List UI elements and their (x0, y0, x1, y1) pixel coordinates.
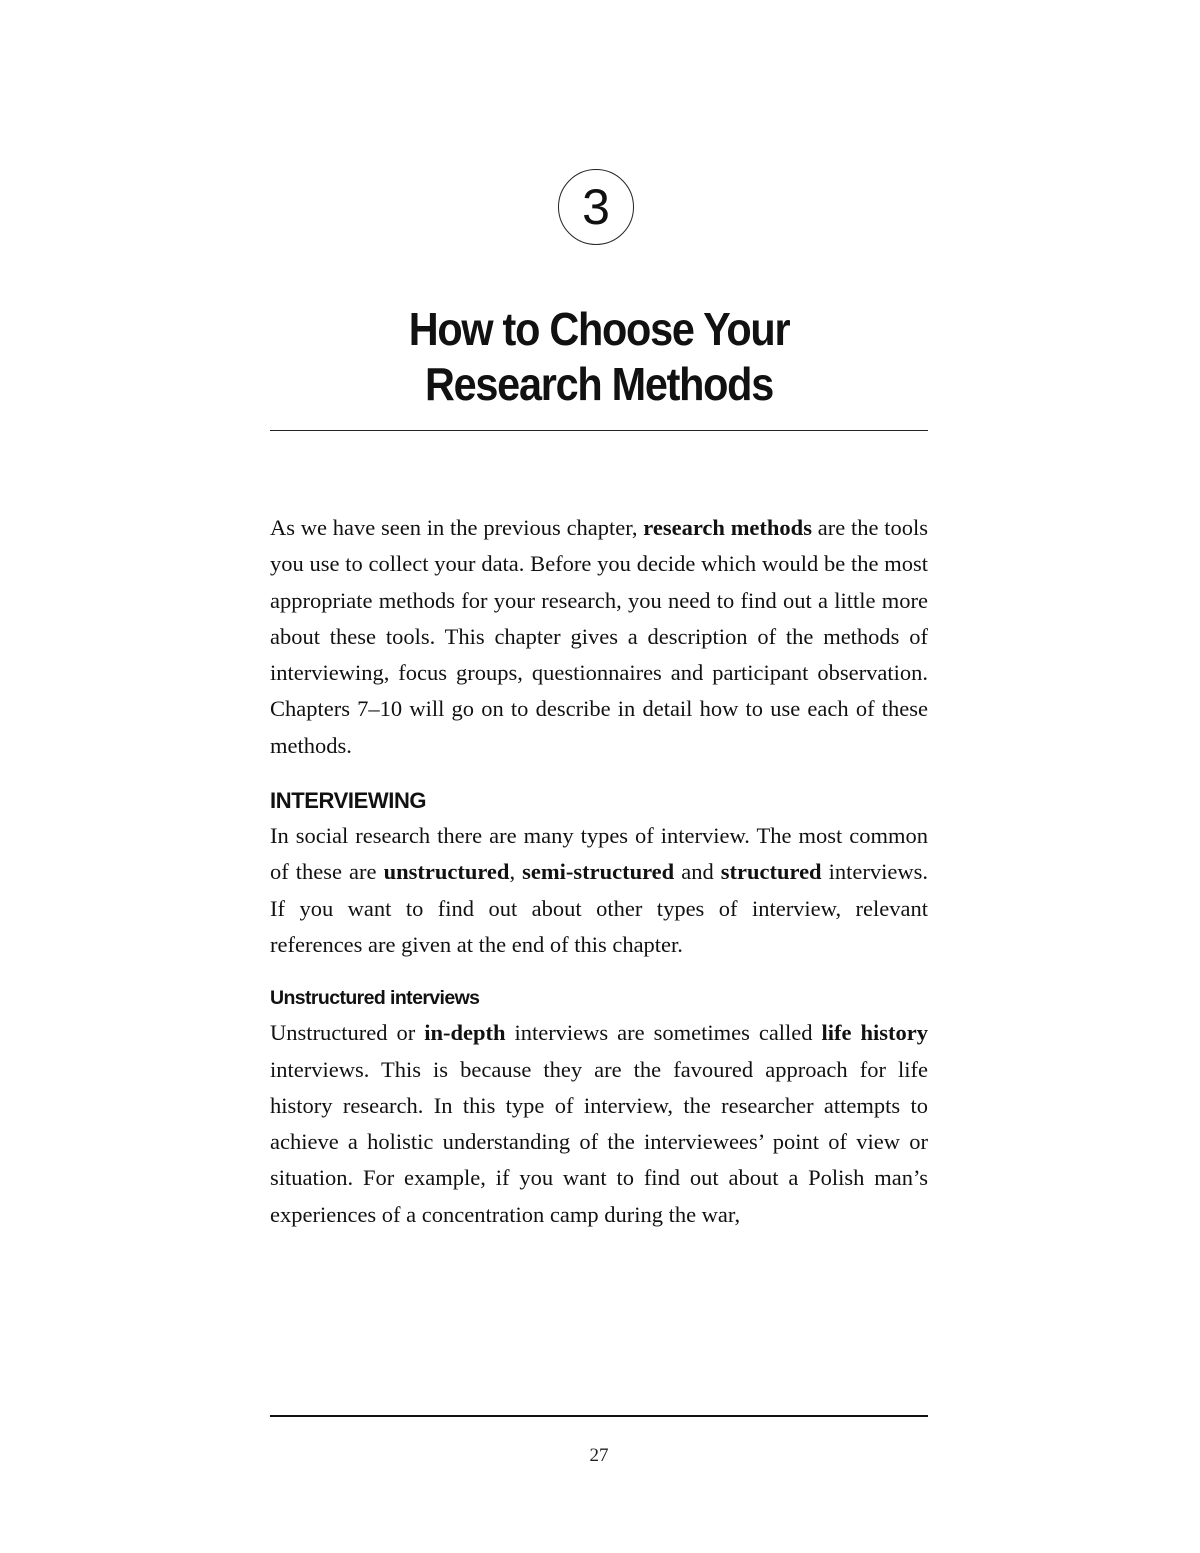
unstructured-text-3: interviews. This is because they are the favoured approach for life history research. In this type of interview, the researcher attempts to achieve a holistic understanding of the interviewees’ point of view or situation. For example, if you want to find out about a Polish man’s experiences of a concentration camp during the war, (270, 1056, 928, 1227)
term-unstructured: unstructured (383, 859, 510, 885)
chapter-title (303, 302, 895, 412)
unstructured-text-1: Unstructured or (270, 1020, 425, 1046)
unstructured-text-2: interviews are sometimes called (505, 1020, 822, 1046)
chapter-number-badge (558, 169, 634, 245)
term-research-methods: research methods (643, 515, 812, 540)
unstructured-paragraph (270, 1015, 928, 1233)
interviewing-paragraph (270, 818, 928, 963)
term-structured: structured (720, 859, 822, 885)
intro-text-2: are the tools you use to collect your data. Before you decide which would be the most appropriate methods for your research, you need to find out a little more about these tools. This chapter gives a description of the methods of interviewing, focus groups, questionnaires and participant observation. Chapters 7–10 will go on to describe in detail how to use each of these methods. (270, 515, 928, 758)
footer-divider (270, 1415, 928, 1417)
interviewing-text-3: and (674, 859, 721, 885)
chapter-body (270, 510, 928, 1233)
chapter-title-line-1: How to Choose Your (408, 303, 790, 355)
interviewing-text-4: interviews. If you want to find out about other types of interview, relevant references are given at the end of this chapter. (270, 859, 928, 957)
chapter-title-line-2: Research Methods (425, 358, 773, 410)
intro-text-1: As we have seen in the previous chapter, (270, 515, 644, 540)
subheading-unstructured-interviews: Unstructured interviews (270, 987, 480, 1010)
term-semi-structured: semi-structured (522, 859, 675, 885)
term-life-history: life history (821, 1020, 928, 1046)
title-divider (270, 430, 928, 431)
section-heading-interviewing: INTERVIEWING (270, 788, 427, 814)
interviewing-text-1: In social research there are many types of interview. The most common of these are (270, 823, 928, 885)
intro-paragraph (270, 510, 928, 764)
term-in-depth: in-depth (424, 1020, 506, 1046)
chapter-number: 3 (582, 179, 610, 235)
page-number: 27 (589, 1445, 609, 1466)
interviewing-text-2: , (509, 859, 523, 885)
